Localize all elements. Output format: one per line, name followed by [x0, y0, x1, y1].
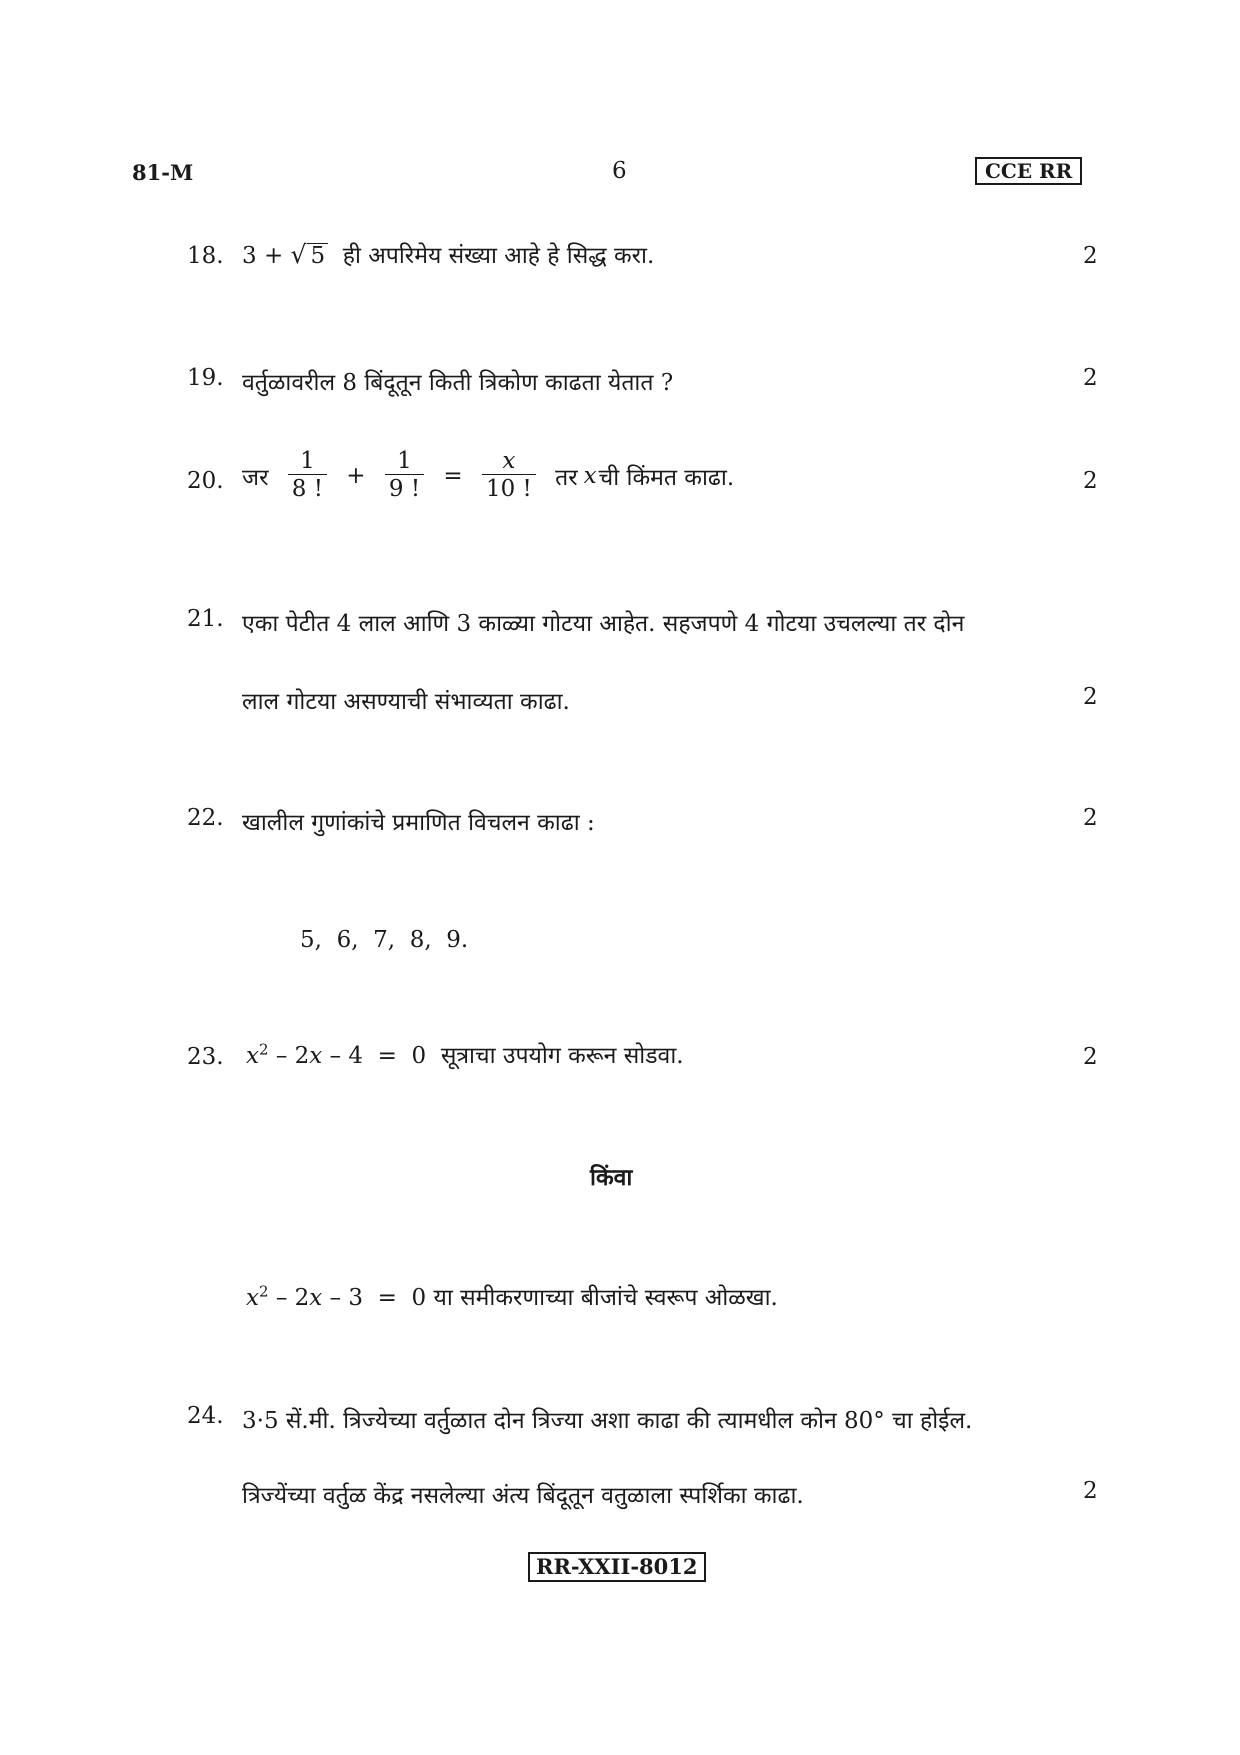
- q20-tail-a: तर: [555, 464, 578, 491]
- marks-19: 2: [1083, 365, 1098, 391]
- marks-24: 2: [1083, 1478, 1098, 1504]
- question-22-data: 5, 6, 7, 8, 9.: [300, 927, 469, 953]
- q18-expr: 3 +: [242, 243, 284, 269]
- marks-22: 2: [1083, 805, 1098, 831]
- fraction-3-numerator: x: [482, 448, 536, 475]
- question-18-text: [242, 238, 654, 270]
- question-24-line-1: 3·5 सें.मी. त्रिज्येच्या वर्तुळात दोन त्रिज्या अशा काढा की त्यामधील कोन 80° चा होईल.: [242, 1408, 973, 1434]
- question-23-alternative: $x^2 - 2x - 3 = 0$ या समीकरणाच्या बीजांचे स्वरूप ओळखा.: [246, 1282, 778, 1311]
- fraction-3: [482, 448, 536, 503]
- q18-radicand: 5: [307, 243, 328, 268]
- q20-variable: x: [583, 462, 597, 489]
- paper-code: 81-M: [132, 160, 194, 185]
- marks-23: 2: [1083, 1044, 1098, 1070]
- sqrt-symbol: √: [290, 240, 307, 269]
- q20-tail-b: ची किंमत काढा.: [598, 464, 735, 491]
- question-21-line-2: लाल गोटया असण्याची संभाव्यता काढा.: [242, 689, 570, 715]
- question-22-text: खालील गुणांकांचे प्रमाणित विचलन काढा :: [242, 810, 595, 836]
- question-23-alt-text: या समीकरणाच्या बीजांचे स्वरूप ओळखा.: [433, 1285, 778, 1311]
- question-number-24: 24.: [187, 1403, 224, 1429]
- fraction-1: [288, 448, 327, 503]
- question-number-23: 23.: [187, 1044, 224, 1070]
- question-23-equation: $x^2 - 2x - 4 = 0$ सूत्राचा उपयोग करून सोडवा.: [246, 1040, 684, 1069]
- fraction-2-numerator: 1: [385, 448, 424, 475]
- q18-statement: ही अपरिमेय संख्या आहे हे सिद्ध करा.: [342, 243, 655, 269]
- plus-sign: +: [346, 462, 366, 489]
- question-23-text: सूत्राचा उपयोग करून सोडवा.: [440, 1043, 684, 1069]
- q20-lead: जर: [242, 464, 269, 491]
- question-21-line-1: एका पेटीत 4 लाल आणि 3 काळ्या गोटया आहेत. सहजपणे 4 गोटया उचलल्या तर दोन: [242, 611, 965, 637]
- fraction-2-denominator: 9 !: [388, 476, 421, 502]
- marks-21: 2: [1083, 684, 1098, 710]
- series-box: CCE RR: [975, 157, 1082, 185]
- page-number: 6: [612, 158, 627, 184]
- question-19-text: वर्तुळावरील 8 बिंदूतून किती त्रिकोण काढता येतात ?: [242, 370, 674, 396]
- fraction-1-numerator: 1: [288, 448, 327, 475]
- fraction-2: [385, 448, 424, 503]
- question-number-18: 18.: [187, 243, 224, 269]
- question-number-22: 22.: [187, 805, 224, 831]
- question-number-20: 20.: [187, 468, 224, 494]
- question-24-line-2: त्रिज्येंच्या वर्तुळ केंद्र नसलेल्या अंत्य बिंदूतून वतुळाला स्पर्शिका काढा.: [242, 1483, 804, 1509]
- marks-20: 2: [1083, 468, 1098, 494]
- question-number-21: 21.: [187, 606, 224, 632]
- question-number-19: 19.: [187, 365, 224, 391]
- footer-code-box: RR-XXII-8012: [528, 1552, 706, 1582]
- fraction-1-denominator: 8 !: [291, 476, 323, 502]
- fraction-3-denominator: 10 !: [485, 476, 532, 502]
- question-20-text: [242, 448, 740, 503]
- marks-18: 2: [1083, 243, 1098, 269]
- equals-sign: =: [443, 462, 463, 489]
- or-label: किंवा: [590, 1164, 633, 1191]
